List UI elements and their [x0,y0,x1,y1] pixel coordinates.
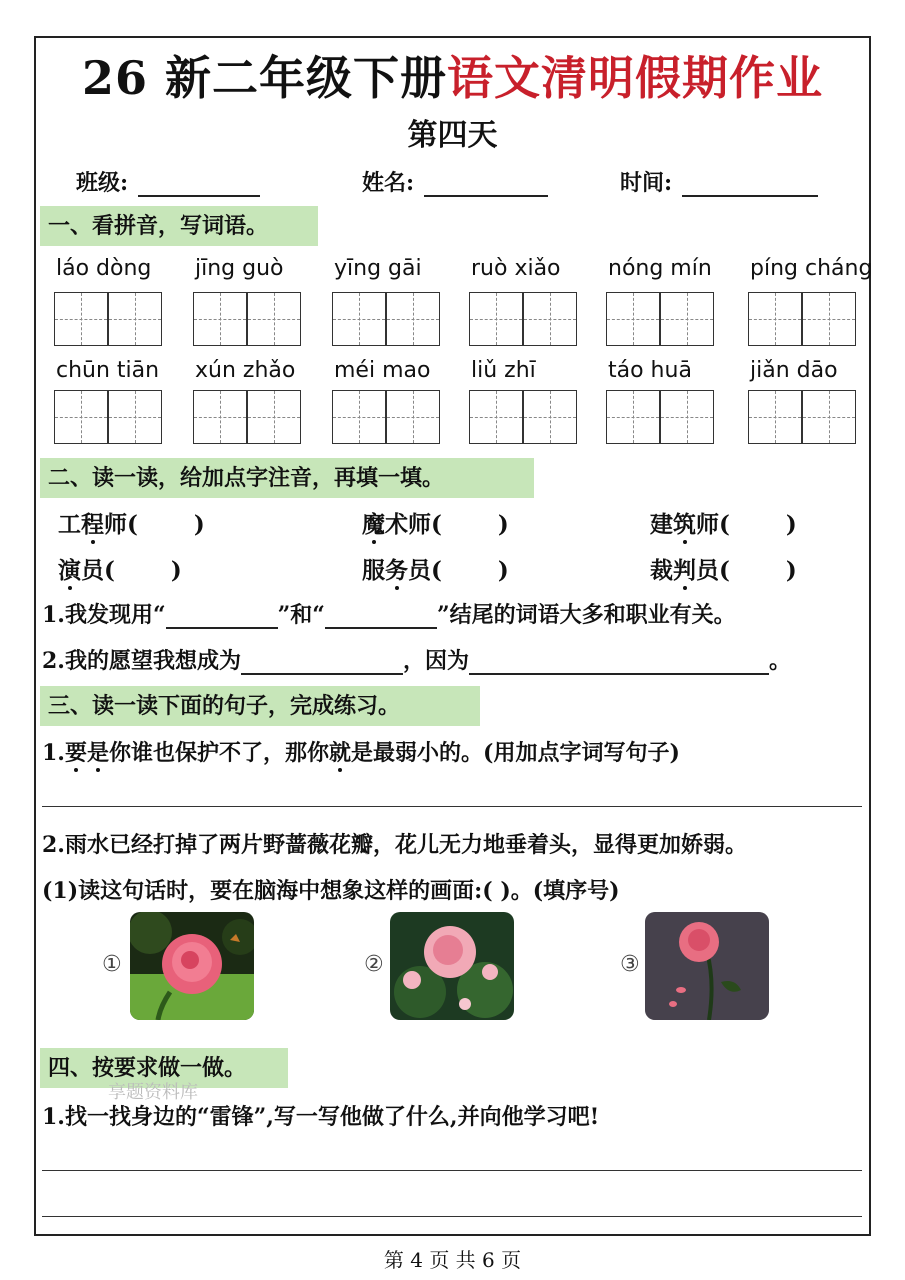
page-footer: 第 4 页 共 6 页 [383,1248,522,1272]
tianzige-box[interactable] [386,292,440,346]
s3-question-1: 1.要是你谁也保护不了，那你就是最弱小的。(用加点字词写句子) [42,740,680,766]
word-moshushi: 魔术师( ) [362,511,509,538]
pic-label-3: ③ [620,952,640,977]
rose-picture-3[interactable] [645,912,769,1020]
word-fuwuyuan: 服务员( ) [362,557,509,584]
section-3-heading: 三、读一读下面的句子，完成练习。 [40,686,480,726]
answer-line[interactable] [42,1170,862,1171]
tianzige-box[interactable] [247,292,301,346]
blank-2b[interactable] [469,651,769,675]
pinyin-label: xún zhǎo [195,358,296,383]
s2-question-2: 2.我的愿望我想成为 ，因为 。 [42,648,791,674]
answer-line[interactable] [42,806,862,807]
tianzige-box[interactable] [108,390,162,444]
time-field[interactable]: 时间: [620,166,818,197]
tianzige-box[interactable] [108,292,162,346]
word-yanyuan: 演员( ) [58,557,182,584]
tianzige-box[interactable] [193,292,247,346]
rose-picture-1[interactable] [130,912,254,1020]
tianzige-box[interactable] [247,390,301,444]
pinyin-label: jiǎn dāo [750,358,838,383]
tianzige-box[interactable] [469,390,523,444]
tianzige-box[interactable] [606,390,660,444]
page-subtitle: 第四天 [407,118,498,153]
pinyin-label: láo dòng [56,256,152,281]
tianzige-box[interactable] [802,292,856,346]
tianzige-box[interactable] [660,390,714,444]
tianzige-box[interactable] [802,390,856,444]
watermark: 享题资料库 [108,1082,198,1103]
s4-question-1: 1.找一找身边的“雷锋”,写一写他做了什么,并向他学习吧! [42,1104,600,1130]
pinyin-label: nóng mín [608,256,712,281]
section-2-heading: 二、读一读，给加点字注音，再填一填。 [40,458,534,498]
pinyin-label: jīng guò [195,256,284,281]
word-caipanyuan: 裁判员( ) [650,557,797,584]
tianzige-box[interactable] [54,390,108,444]
rose-bush-image [390,912,514,1020]
section-1-heading: 一、看拼音，写词语。 [40,206,318,246]
page-title: 26 新二年级下册语文清明假期作业 [81,51,824,105]
tianzige-box[interactable] [748,390,802,444]
tianzige-box[interactable] [523,292,577,346]
tianzige-box[interactable] [606,292,660,346]
pinyin-label: táo huā [608,358,692,383]
pic-label-1: ① [102,952,122,977]
s3-question-2: 2.雨水已经打掉了两片野蔷薇花瓣，花儿无力地垂着头，显得更加娇弱。 [42,832,747,858]
rose-sunny-image [130,912,254,1020]
pinyin-label: píng cháng [750,256,873,281]
tianzige-box[interactable] [54,292,108,346]
s2-question-1: 1.我发现用“ ”和“ ”结尾的词语大多和职业有关。 [42,602,736,628]
blank-2a[interactable] [241,651,403,675]
tianzige-box[interactable] [193,390,247,444]
blank-1a[interactable] [166,605,278,629]
section-4-heading: 四、按要求做一做。 [40,1048,288,1088]
pinyin-label: ruò xiǎo [471,256,561,281]
pinyin-label: méi mao [334,358,431,383]
pinyin-label: liǔ zhī [471,358,536,383]
tianzige-box[interactable] [332,292,386,346]
tianzige-box[interactable] [469,292,523,346]
tianzige-box[interactable] [386,390,440,444]
rose-picture-2[interactable] [390,912,514,1020]
pinyin-label: yīng gāi [334,256,422,281]
answer-line[interactable] [42,1216,862,1217]
rose-rain-image [645,912,769,1020]
word-gongchengshi: 工程师( ) [58,511,205,538]
tianzige-box[interactable] [332,390,386,444]
word-jianzhushi: 建筑师( ) [650,511,797,538]
tianzige-box[interactable] [660,292,714,346]
class-field[interactable]: 班级: [76,166,260,197]
s3-question-2-sub: (1)读这句话时，要在脑海中想象这样的画面:( )。(填序号) [42,878,620,904]
name-field[interactable]: 姓名: [362,166,548,197]
tianzige-box[interactable] [523,390,577,444]
blank-1b[interactable] [325,605,437,629]
pic-label-2: ② [364,952,384,977]
tianzige-box[interactable] [748,292,802,346]
pinyin-label: chūn tiān [56,358,160,383]
